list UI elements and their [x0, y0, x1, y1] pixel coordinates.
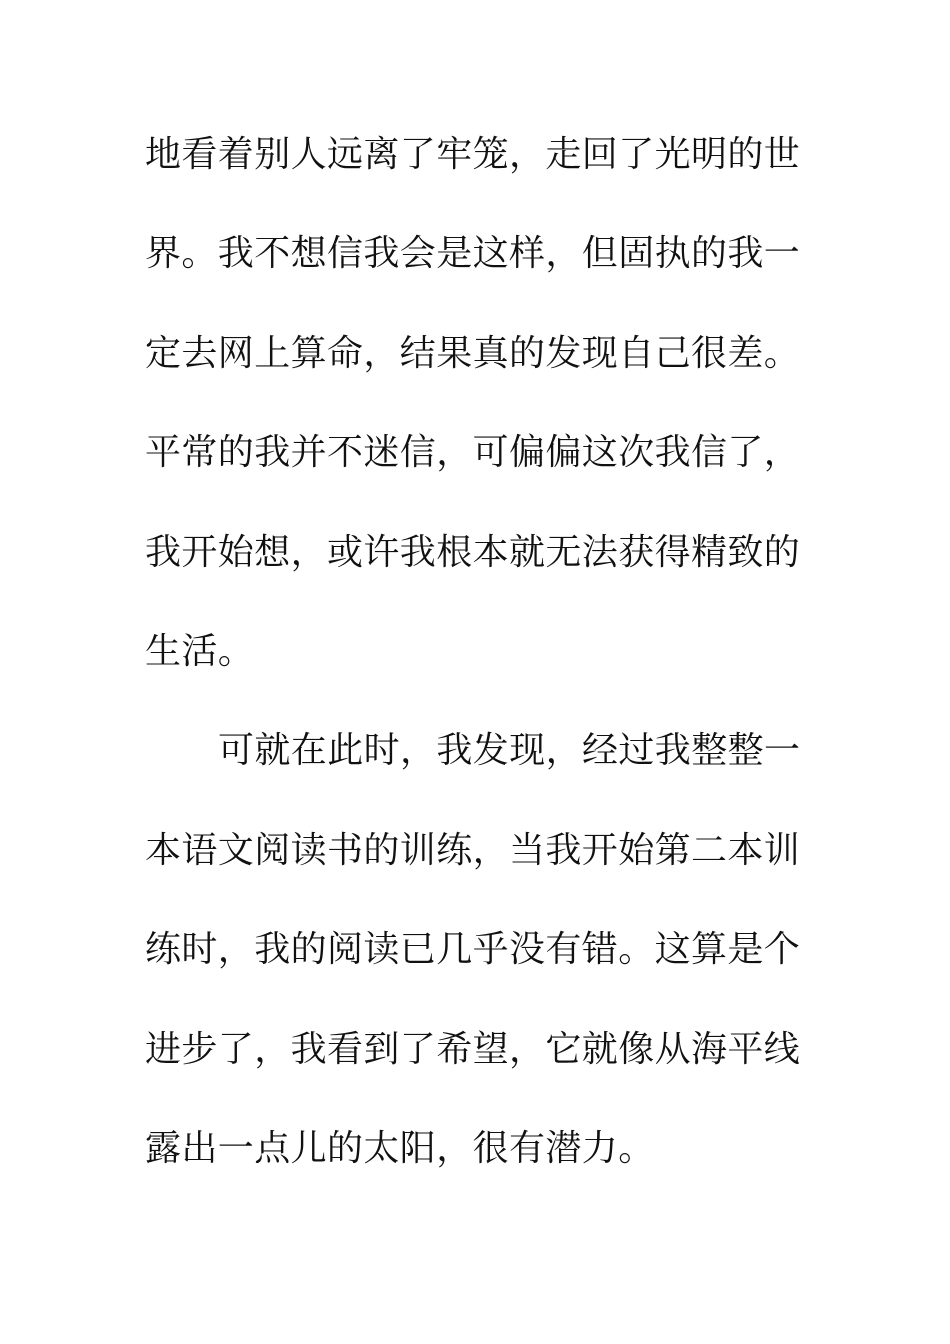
text-line: 地看着别人远离了牢笼，走回了光明的世: [145, 134, 801, 175]
text-line: 定去网上算命，结果真的发现自己很差。: [145, 332, 801, 374]
text-line: 进步了，我看到了希望，它就像从海平线: [145, 1028, 801, 1070]
text-line: 露出一点儿的太阳，很有潜力。: [145, 1127, 655, 1169]
paragraph-start-line: 可就在此时，我发现，经过我整整一: [218, 730, 801, 772]
text-line: 生活。: [145, 630, 255, 672]
text-line: 平常的我并不迷信，可偏偏这次我信了，: [145, 432, 801, 474]
body-text: [145, 125, 815, 1218]
text-line: 练时，我的阅读已几乎没有错。这算是个: [145, 929, 801, 971]
text-line: 我开始想，或许我根本就无法获得精致的: [145, 531, 801, 573]
text-line: 界。我不想信我会是这样，但固执的我一: [145, 233, 801, 275]
text-line: 本语文阅读书的训练，当我开始第二本训: [145, 829, 801, 871]
